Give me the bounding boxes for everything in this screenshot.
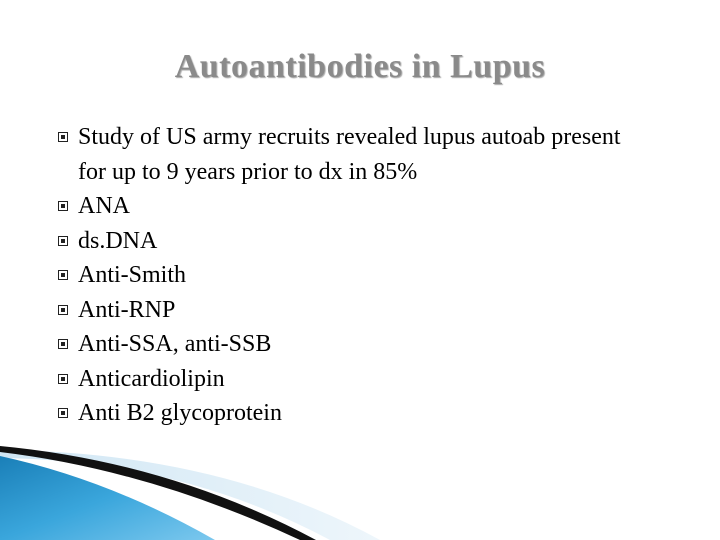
square-bullet-icon bbox=[58, 270, 68, 280]
square-bullet-icon bbox=[58, 132, 68, 142]
bullet-text: Study of US army recruits revealed lupus autoab present for up to 9 years prior to dx in 85% bbox=[78, 124, 621, 185]
bullet-text: Anti B2 glycoprotein bbox=[78, 400, 282, 426]
square-bullet-icon bbox=[58, 305, 68, 315]
bullet-text: Anti-Smith bbox=[78, 262, 187, 288]
bullet-item bbox=[78, 362, 638, 397]
square-bullet-icon bbox=[58, 201, 68, 211]
decorative-swoosh bbox=[0, 440, 720, 540]
square-bullet-icon bbox=[58, 374, 68, 384]
square-bullet-icon bbox=[58, 408, 68, 418]
bullet-list bbox=[78, 120, 638, 431]
bullet-item bbox=[78, 120, 638, 189]
slide-title: Autoantibodies in Lupus bbox=[174, 48, 546, 85]
bullet-text: Anticardiolipin bbox=[78, 365, 225, 392]
bullet-text: Anti-RNP bbox=[78, 296, 176, 323]
square-bullet-icon bbox=[58, 339, 68, 349]
square-bullet-icon bbox=[58, 236, 68, 246]
bullet-item bbox=[78, 396, 638, 431]
bullet-text: Anti-SSA, anti-SSB bbox=[78, 331, 272, 357]
bullet-item bbox=[78, 224, 638, 259]
bullet-text: ds.DNA bbox=[78, 227, 158, 254]
bullet-item bbox=[78, 293, 638, 328]
bullet-text: ANA bbox=[78, 193, 130, 219]
bullet-item bbox=[78, 258, 638, 293]
bullet-item bbox=[78, 189, 638, 224]
bullet-item bbox=[78, 327, 638, 362]
